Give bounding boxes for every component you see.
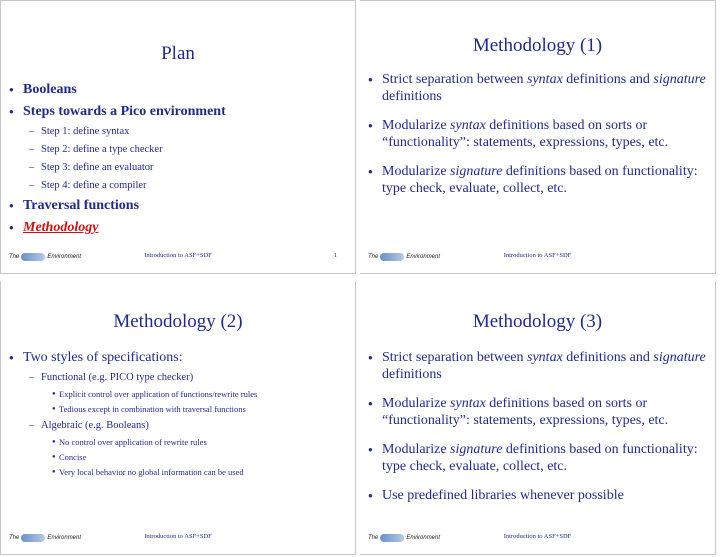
sub-sub-item: ● No control over application of rewrite rules	[52, 437, 207, 447]
list-item: ● Modularize syntax definitions based on sorts or “functionality”: statements, expressions, types, etc.	[368, 118, 669, 150]
list-item: ● Steps towards a Pico environment	[9, 104, 226, 119]
footer-text: Introduction to ASF+SDF	[503, 533, 572, 540]
footer-text: Introduction to ASF+SDF	[503, 252, 572, 259]
meta-environment-logo: The Environment	[368, 254, 441, 260]
footer-text: Introduction to ASF+SDF	[144, 252, 212, 259]
bullet-icon: ●	[9, 223, 14, 232]
list-item: ● Booleans	[9, 82, 77, 97]
list-item: ● Modularize signature definitions based on functionality: type check, evaluate, collect, etc.	[368, 164, 698, 196]
slide-methodology-3	[360, 281, 716, 555]
bullet-icon: ●	[368, 399, 373, 408]
bullet-icon: ●	[368, 75, 373, 84]
current-topic: Methodology	[23, 220, 99, 235]
sub-item: – Step 2: define a type checker	[29, 144, 163, 155]
page-number: 1	[333, 252, 337, 259]
slide-plan	[0, 0, 356, 274]
sub-item: – Step 4: define a compiler	[29, 180, 147, 191]
meta-environment-logo: The Environment	[9, 254, 82, 260]
bullet-icon: ●	[368, 167, 373, 176]
slide-title: Methodology (2)	[113, 311, 243, 332]
sub-sub-item: ● Explicit control over application of functions/rewrite rules	[52, 389, 258, 399]
sub-item: – Algebraic (e.g. Booleans)	[29, 420, 149, 431]
list-item: ● Two styles of specifications:	[9, 350, 183, 365]
meta-environment-logo: The Environment	[368, 535, 441, 541]
sub-sub-item: ● Very local behavior no global information can be used	[52, 467, 244, 477]
slide-title: Methodology (1)	[472, 35, 603, 56]
list-item: ● Strict separation between syntax definitions and signature definitions	[368, 72, 706, 104]
footer-text: Introduction to ASF+SDF	[144, 533, 212, 540]
bullet-icon: ●	[9, 201, 14, 210]
slide-methodology-1	[360, 0, 716, 274]
sub-item: – Step 1: define syntax	[29, 126, 130, 137]
slide-content	[9, 81, 347, 241]
list-item: ● Strict separation between syntax definitions and signature definitions	[368, 350, 706, 382]
bullet-icon: ●	[368, 121, 373, 130]
bullet-icon: ●	[9, 85, 14, 94]
slide-content	[368, 71, 707, 202]
bullet-icon: ●	[368, 353, 373, 362]
sub-item: – Functional (e.g. PICO type checker)	[29, 372, 194, 383]
sub-item: – Step 3: define an evaluator	[29, 162, 154, 173]
bullet-icon: ●	[368, 491, 373, 500]
sub-sub-item: ● Concise	[52, 452, 87, 462]
slide-title: Plan	[161, 43, 195, 64]
sub-sub-item: ● Tedious except in combination with traversal functions	[52, 404, 246, 414]
slide-content	[368, 349, 707, 509]
list-item	[9, 219, 347, 236]
list-item: ● Modularize signature definitions based on functionality: type check, evaluate, collect, etc.	[368, 442, 698, 474]
slide-title: Methodology (3)	[472, 311, 603, 332]
list-item: ● Use predefined libraries whenever possible	[368, 488, 624, 503]
bullet-icon: ●	[9, 353, 14, 362]
bullet-icon: ●	[368, 445, 373, 454]
list-item: ● Traversal functions	[9, 198, 140, 213]
bullet-icon: ●	[9, 107, 14, 116]
slide-methodology-2	[0, 281, 356, 555]
slide-content	[9, 349, 347, 482]
list-item: ● Modularize syntax definitions based on sorts or “functionality”: statements, expressions, types, etc.	[368, 396, 669, 428]
meta-environment-logo: The Environment	[9, 535, 82, 541]
